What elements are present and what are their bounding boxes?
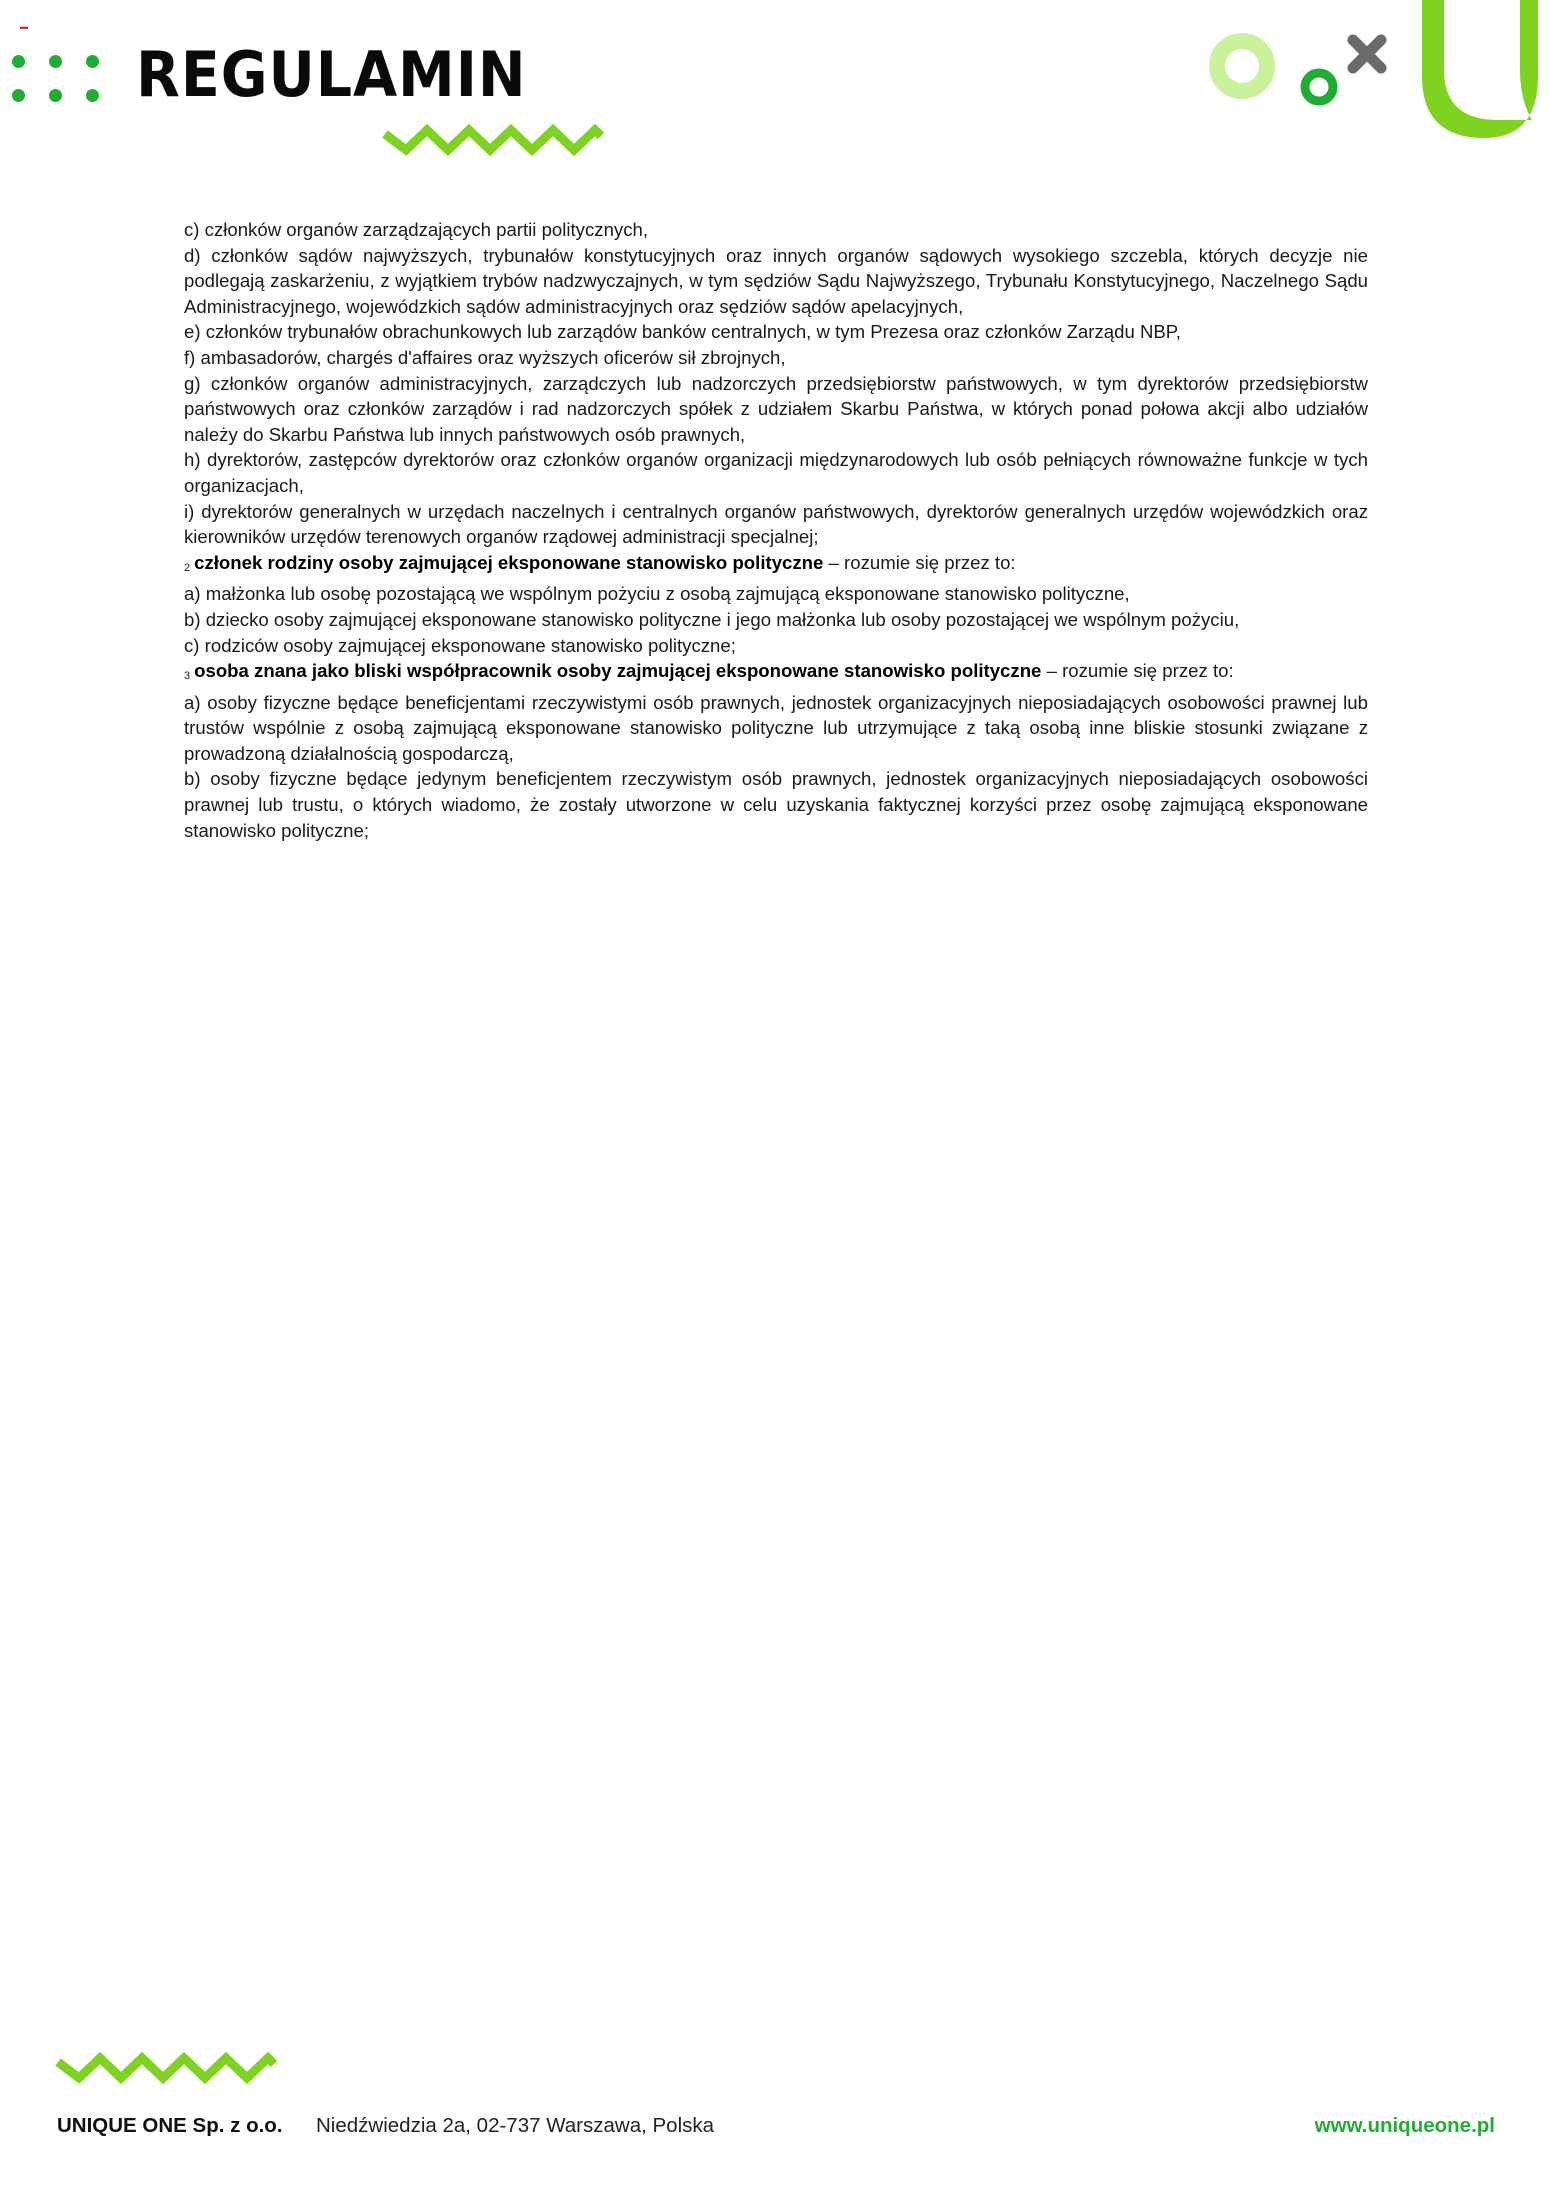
paragraph: [184, 550, 1368, 582]
paragraph-text: d) członków sądów najwyższych, trybunałów konstytucyjnych oraz innych organów sądowych wysokiego szczebla, których decyzje nie podlegają zaskarżeniu, z wyjątkiem trybów nadzwyczajnych, w tym sędziów Sądu Najwyższego, Trybunału Konstytucyjnego, Naczelnego Sądu Administracyjnego, wojewódzkich sądów administracyjnych oraz sędziów sądów apelacyjnych,: [184, 244, 1368, 317]
paragraph: [184, 217, 1368, 243]
flag-mark-icon: ▬: [20, 22, 28, 31]
cross-icon: [1345, 32, 1389, 76]
paragraph-text: – rozumie się przez to:: [823, 551, 1016, 573]
paragraph: [184, 243, 1368, 320]
paragraph: [184, 607, 1368, 633]
zigzag-decoration-icon: [382, 124, 604, 156]
paragraph: [184, 447, 1368, 498]
paragraph: [184, 658, 1368, 690]
zigzag-footer-decoration-icon: [55, 2052, 277, 2084]
paragraph-text: g) członków organów administracyjnych, zarządczych lub nadzorczych przedsiębiorstw państwowych, w tym dyrektorów przedsiębiorstw państwowych oraz członków zarządów i rad nadzorczych spółek z udziałem Skarbu Państwa, w których ponad połowa akcji albo udziałów należy do Skarbu Państwa lub innych państwowych osób prawnych,: [184, 372, 1368, 445]
paragraph-text: b) dziecko osoby zajmującej eksponowane stanowisko polityczne i jego małżonka lub osoby pozostającej we wspólnym pożyciu,: [184, 608, 1240, 630]
page-header: [0, 0, 1550, 170]
defined-term: osoba znana jako bliski współpracownik osoby zajmującej eksponowane stanowisko polityczne: [194, 660, 1042, 682]
paragraph: [184, 766, 1368, 843]
page-title: REGULAMIN: [136, 38, 527, 111]
item-number: 2: [184, 561, 191, 574]
paragraph: [184, 690, 1368, 767]
paragraph-text: c) członków organów zarządzających partii politycznych,: [184, 219, 649, 240]
paragraph-text: c) rodziców osoby zajmującej eksponowane stanowisko polityczne;: [184, 634, 736, 656]
company-name: UNIQUE ONE Sp. z o.o.: [57, 2114, 283, 2137]
paragraph-text: f) ambasadorów, chargés d'affaires oraz wyższych oficerów sił zbrojnych,: [184, 346, 786, 368]
paragraph: [184, 499, 1368, 550]
paragraph-text: a) małżonka lub osobę pozostającą we wspólnym pożyciu z osobą zajmującą eksponowane stanowisko polityczne,: [184, 583, 1130, 605]
paragraph-text: a) osoby fizyczne będące beneficjentami rzeczywistymi osób prawnych, jednostek organizacyjnych nieposiadających osobowości prawnej lub trustów wspólnie z osobą zajmującą eksponowane stanowisko polityczne lub utrzymujące z taką osobą inne bliskie stosunki związane z prowadzoną działalnością gospodarczą,: [184, 691, 1368, 764]
paragraph-text: h) dyrektorów, zastępców dyrektorów oraz członków organów organizacji międzynarodowych lub osób pełniących równoważne funkcje w tych organizacjach,: [184, 449, 1368, 496]
paragraph: [184, 581, 1368, 607]
website-link[interactable]: www.uniqueone.pl: [1314, 2114, 1495, 2137]
document-body: [184, 217, 1368, 843]
item-number: 3: [184, 670, 191, 683]
paragraph: [184, 633, 1368, 659]
paragraph: [184, 371, 1368, 448]
company-address: Niedźwiedzia 2a, 02-737 Warszawa, Polska: [316, 2114, 715, 2137]
paragraph-text: i) dyrektorów generalnych w urzędach naczelnych i centralnych organów państwowych, dyrektorów generalnych urzędów wojewódzkich oraz kierowników urzędów terenowych organów rządowej administracji specjalnej;: [184, 500, 1368, 548]
paragraph-text: – rozumie się przez to:: [1041, 660, 1234, 682]
paragraph: [184, 345, 1368, 371]
ring-small-icon: [1297, 65, 1341, 109]
ring-large-icon: [1207, 31, 1277, 101]
paragraph-text: b) osoby fizyczne będące jedynym beneficjentem rzeczywistym osób prawnych, jednostek organizacyjnych nieposiadających osobowości prawnej lub trustu, o których wiadomo, że zostały utworzone w celu uzyskania faktycznej korzyści przez osobę zajmującą eksponowane stanowisko polityczne;: [184, 768, 1368, 841]
paragraph-text: e) członków trybunałów obrachunkowych lub zarządów banków centralnych, w tym Prezesa oraz członków Zarządu NBP,: [184, 321, 1181, 343]
brand-u-logo-icon: [1420, 0, 1550, 142]
defined-term: członek rodziny osoby zajmującej eksponowane stanowisko polityczne: [194, 551, 824, 573]
paragraph: [184, 319, 1368, 345]
page-footer: [0, 2040, 1550, 2196]
